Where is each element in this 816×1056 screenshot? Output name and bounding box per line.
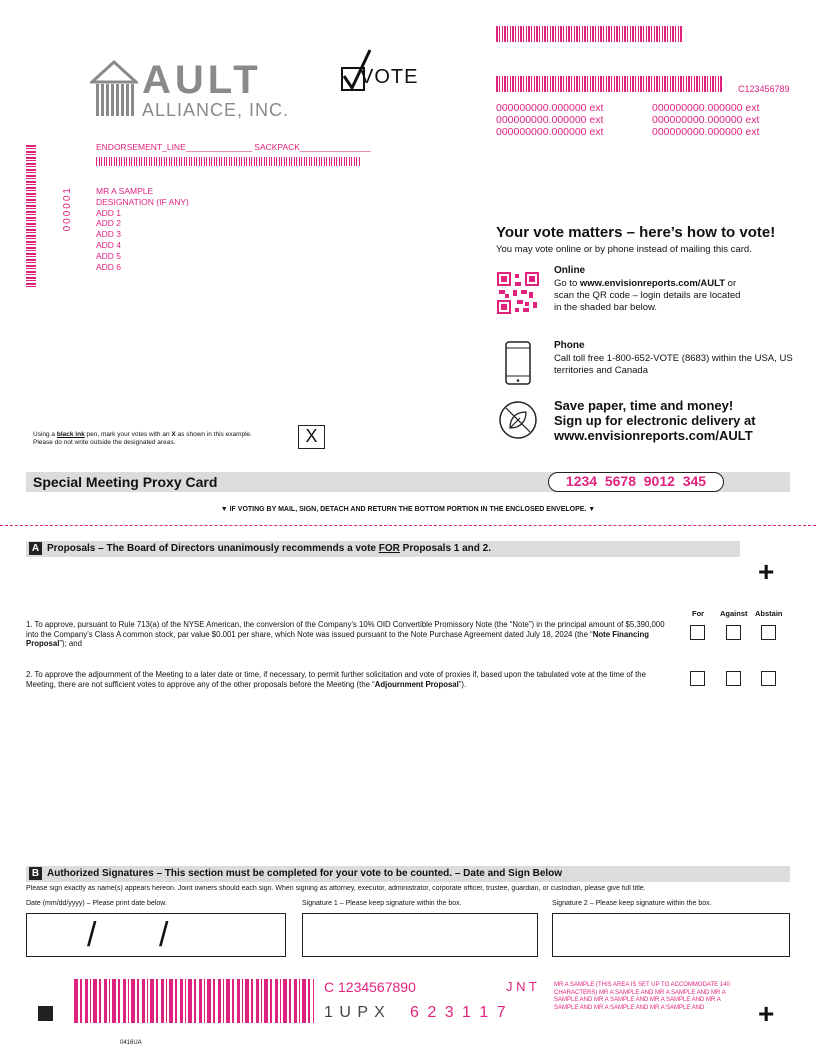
footer-form-code: 1 U P X: [324, 1004, 386, 1021]
ext-code: 000000000.000000 ext: [496, 114, 604, 126]
proposal-1-against-checkbox[interactable]: [726, 625, 741, 640]
sig2-label: Signature 2 – Please keep signature within the box.: [552, 900, 712, 907]
footer-sample-text: MR A SAMPLE (THIS AREA IS SET UP TO ACCOMMODATE 140 CHARACTERS) MR A SAMPLE AND MR A SAMPLE AND MR A SAMPLE AND MR A SAMPLE AND MR A SAMPLE AND MR A SAMPLE AND MR A SAMPLE AND MR A SAMPLE AND: [554, 982, 730, 1011]
proxy-card-title: Special Meeting Proxy Card: [33, 474, 218, 490]
example-mark-box: [298, 425, 325, 449]
second-barcode: [496, 76, 722, 92]
leaf-icon: [498, 400, 538, 440]
doc-code: 0416UA: [120, 1040, 142, 1046]
ink-prefix: Using a: [33, 431, 57, 438]
col-abstain: Abstain: [755, 609, 783, 618]
proposal-2-abstain-checkbox[interactable]: [761, 671, 776, 686]
company-subname: ALLIANCE, INC.: [142, 100, 290, 120]
section-a-badge: A: [29, 542, 42, 555]
proposal-1-for-checkbox[interactable]: [690, 625, 705, 640]
proposal-name: Note Financing Proposal: [26, 629, 650, 648]
online-text-prefix: Go to: [554, 278, 580, 289]
ink-suffix: as shown in this example.: [175, 431, 252, 438]
control-code: C123456789: [738, 84, 790, 94]
detach-line: [0, 525, 816, 526]
online-text: [554, 278, 744, 314]
proposal-text: 1. To approve, pursuant to Rule 713(a) of the NYSE American, the conversion of the Company’s 10% OID Convertible Promissory Note (the “Note”) in the principal amount of $5,390,000 into the Company’s Class A common stock, par value $0.001 per share, which Note was issued pursuant to the Note Purchase Agreement dated July 18, 2024 (the “: [26, 620, 665, 639]
address-line: ADD 5: [96, 250, 122, 261]
vertical-code: 000001: [62, 186, 73, 232]
plus-mark-top: +: [758, 556, 775, 587]
address-line: ADD 6: [96, 261, 122, 272]
ink-instructions: [33, 431, 252, 447]
proposal-1-abstain-checkbox[interactable]: [761, 625, 776, 640]
online-heading: Online: [554, 265, 586, 276]
detach-notice: ▼ IF VOTING BY MAIL, SIGN, DETACH AND RETURN THE BOTTOM PORTION IN THE ENCLOSED ENVELOPE. ▼: [220, 506, 596, 513]
phone-text: Call toll free 1-800-652-VOTE (8683) within the USA, US territories and Canada: [554, 353, 793, 376]
col-for: For: [692, 609, 705, 618]
ext-code: 000000000.000000 ext: [496, 102, 604, 114]
section-b-badge: B: [29, 867, 42, 880]
vote-logo: [340, 48, 420, 98]
proposal-2-against-checkbox[interactable]: [726, 671, 741, 686]
endorsement-line: ENDORSEMENT_LINE______________ SACKPACK_______________: [96, 142, 371, 152]
online-text-suffix: or scan the QR code – login details are located in the shaded bar below.: [554, 278, 741, 313]
phone-icon: [505, 341, 531, 385]
address-line: MR A SAMPLE: [96, 186, 154, 196]
signature-2-box[interactable]: [552, 913, 790, 957]
save-paper-text: [554, 398, 756, 443]
company-logo: [90, 58, 310, 124]
ext-code: 000000000.000000 ext: [652, 102, 760, 114]
signature-1-box[interactable]: [302, 913, 538, 957]
address-line: ADD 2: [96, 218, 122, 229]
proposal-text: 2. To approve the adjournment of the Meeting to a later date or time, if necessary, to permit further solicitation and vote of proxies if, based upon the tabulated vote at the time of the Meeting, there are not sufficient votes to approve any of the other proposals before the Meeting (the “: [26, 670, 646, 689]
ext-code: 000000000.000000 ext: [496, 126, 604, 138]
proposal-suffix: ”).: [458, 679, 467, 689]
address-block: [96, 186, 189, 272]
proposal-1: [26, 620, 676, 649]
ext-codes: [496, 102, 796, 138]
address-line: ADD 1: [96, 207, 122, 218]
address-line: DESIGNATION (IF ANY): [96, 196, 189, 207]
vote-logo-text: VOTE: [360, 66, 419, 88]
save-paper-line: Save paper, time and money!: [554, 398, 734, 413]
example-mark: X: [305, 426, 318, 446]
proposals-title-for: FOR: [378, 543, 400, 554]
address-line: ADD 3: [96, 229, 122, 240]
proposals-title-prefix: Proposals – The Board of Directors unanimously recommends a vote: [47, 543, 379, 554]
footer-number: 6 2 3 1 1 7: [410, 1004, 508, 1021]
signature-instructions: Please sign exactly as name(s) appears hereon. Joint owners should each sign. When signing as attorney, executor, administrator, corporate officer, trustee, guardian, or custodian, please give full title.: [26, 885, 646, 892]
proposal-suffix: ”); and: [59, 639, 82, 648]
x-label: X: [171, 431, 176, 438]
sig1-label: Signature 1 – Please keep signature within the box.: [302, 900, 462, 907]
proposals-title-suffix: Proposals 1 and 2.: [399, 543, 492, 554]
date-slash: /: [87, 916, 97, 954]
ink-line-2: Please do not write outside the designated areas.: [33, 439, 176, 446]
company-name: AULT: [142, 58, 262, 102]
ext-code: 000000000.000000 ext: [652, 114, 760, 126]
vote-matters-title: Your vote matters – here’s how to vote!: [496, 224, 776, 241]
address-line: ADD 4: [96, 239, 122, 250]
col-against: Against: [720, 609, 748, 618]
ink-middle: pen, mark your votes with an: [84, 431, 172, 438]
footer-control-code: C 1234567890: [324, 979, 416, 995]
registration-square: [38, 1006, 53, 1021]
postal-barcode: [96, 157, 360, 166]
signatures-title: Authorized Signatures – This section must be completed for your vote to be counted. – Date and Sign Below: [47, 868, 563, 879]
account-number: 1234 5678 9012 345: [548, 472, 724, 492]
footer-barcode: [74, 979, 314, 1023]
top-barcode: [496, 26, 682, 42]
date-label: Date (mm/dd/yyyy) – Please print date below.: [26, 900, 167, 907]
black-ink-label: black ink: [56, 431, 85, 438]
save-paper-url[interactable]: www.envisionreports.com/AULT: [554, 428, 753, 443]
save-paper-line: Sign up for electronic delivery at: [554, 413, 756, 428]
vertical-barcode: [26, 145, 36, 289]
building-logo-icon: [90, 60, 138, 118]
online-url[interactable]: www.envisionreports.com/AULT: [579, 278, 726, 289]
phone-heading: Phone: [554, 340, 585, 351]
footer-jnt: J N T: [506, 979, 537, 994]
qr-code-icon: [497, 272, 539, 314]
plus-mark-bottom: +: [758, 998, 775, 1029]
ext-code: 000000000.000000 ext: [652, 126, 760, 138]
proposals-title: [47, 543, 491, 554]
proposal-2-for-checkbox[interactable]: [690, 671, 705, 686]
proposal-name: Adjournment Proposal: [374, 679, 459, 689]
date-input-box[interactable]: [26, 913, 286, 957]
vote-matters-subtitle: You may vote online or by phone instead of mailing this card.: [496, 244, 752, 255]
date-slash: /: [159, 916, 169, 954]
proposal-2: [26, 670, 676, 689]
